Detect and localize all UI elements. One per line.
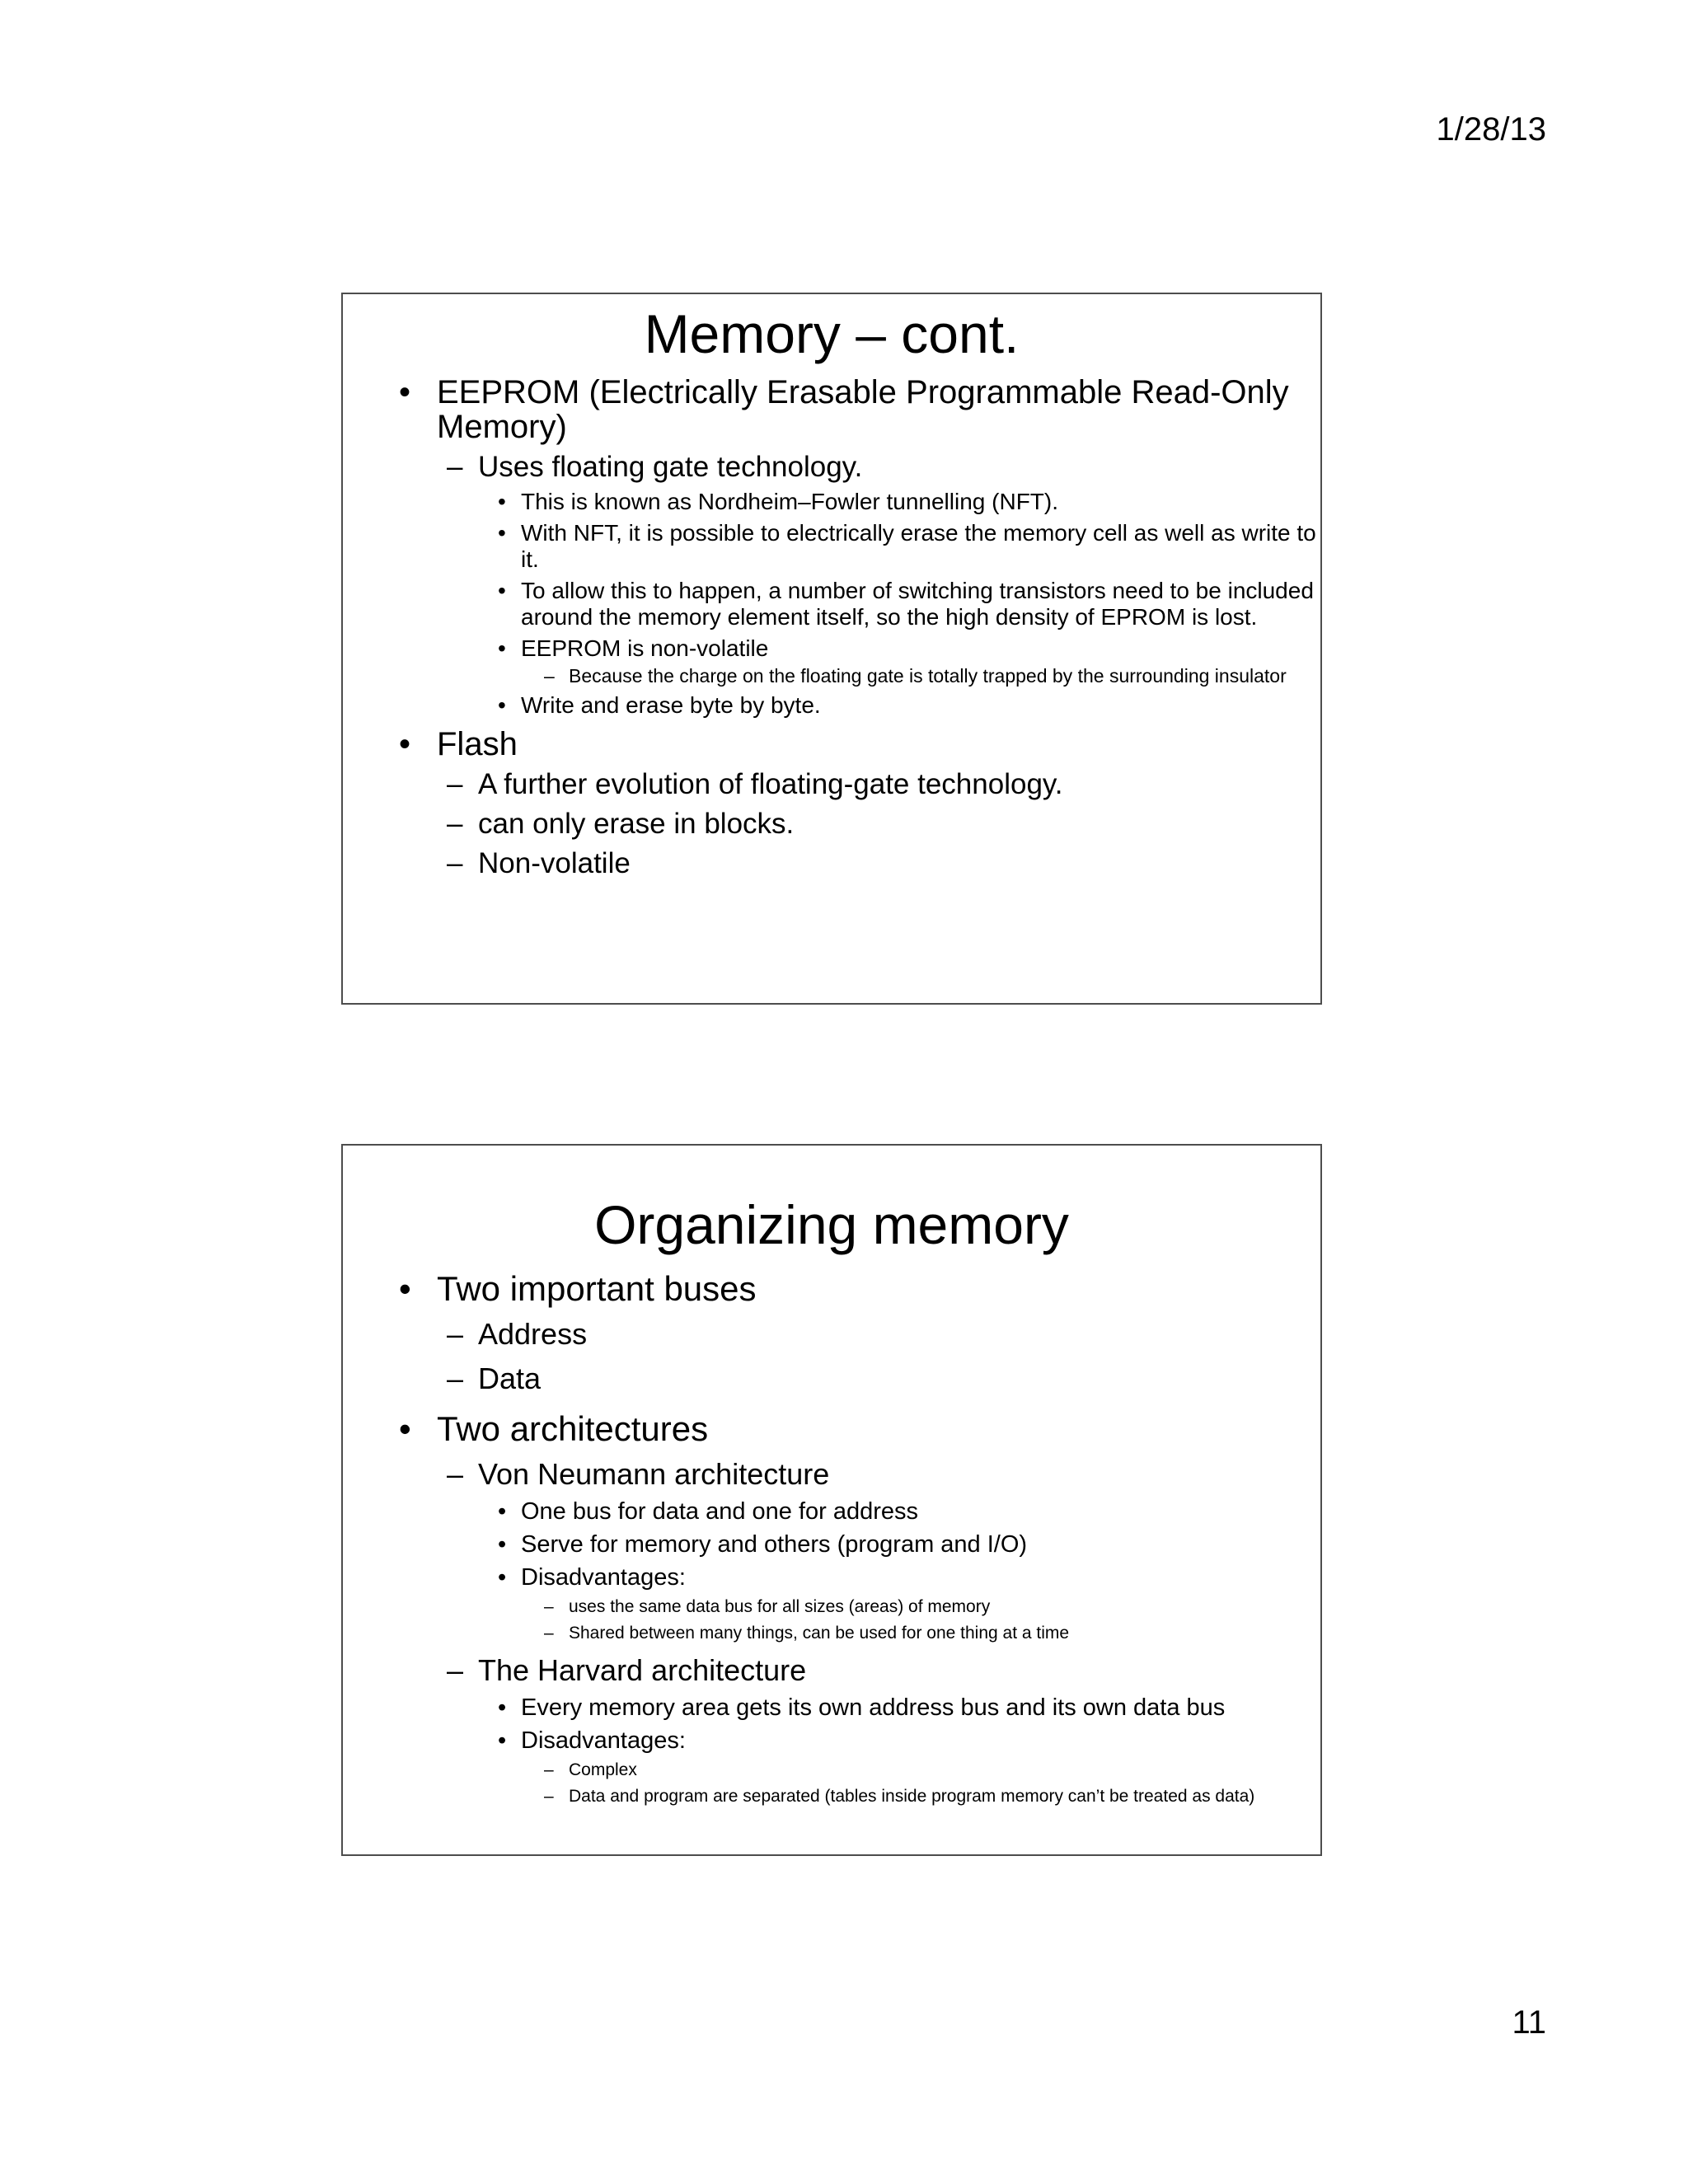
slide-title: Organizing memory xyxy=(594,1194,1069,1255)
page-date: 1/28/13 xyxy=(1436,111,1546,148)
harvard-suffix: architecture xyxy=(651,1653,807,1687)
bullet-nonvolatile: • EEPROM is non-volatile xyxy=(343,635,1320,662)
bullet-vn-serve: • Serve for memory and others (program and I/O) xyxy=(343,1530,1320,1559)
page-number: 11 xyxy=(1512,2004,1546,2041)
bullet-hv-every: • Every memory area gets its own address bus and its own data bus xyxy=(343,1693,1320,1722)
bullet-flash-nonvolatile: – Non-volatile xyxy=(343,847,1320,880)
bullet-vn-dis2: – Shared between many things, can be used for one thing at a time xyxy=(343,1622,1320,1645)
harvard-prefix: The Harvard xyxy=(478,1653,652,1687)
bullet-flash: • Flash xyxy=(343,727,1320,762)
bullet-flash-blocks: – can only erase in blocks. xyxy=(343,808,1320,841)
bullet-with-nft: • With NFT, it is possible to electrically erase the memory cell as well as write to it. xyxy=(343,520,1320,573)
bullet-hv-dis2: – Data and program are separated (tables inside program memory can’t be treated as data) xyxy=(343,1785,1320,1808)
slide-memory-cont xyxy=(341,293,1322,1005)
bullet-nft: • This is known as Nordheim–Fowler tunnelling (NFT). xyxy=(343,489,1320,515)
bullet-data: – Data xyxy=(343,1360,1320,1398)
bullet-hv-disadvantages: • Disadvantages: xyxy=(343,1726,1320,1755)
bullet-buses: • Two important buses xyxy=(343,1269,1320,1309)
bullet-allow: • To allow this to happen, a number of switching transistors need to be included around the memory element itself, so the high density of EPROM is lost. xyxy=(343,578,1320,630)
bullet-hv-dis1: – Complex xyxy=(343,1759,1320,1782)
bullet-eeprom: • EEPROM (Electrically Erasable Programmable Read-Only Memory) xyxy=(343,375,1320,444)
bullet-uses-floating-gate: – Uses floating gate technology. xyxy=(343,451,1320,484)
bullet-write-erase: • Write and erase byte by byte. xyxy=(343,692,1320,719)
slide-title: Memory – cont. xyxy=(644,303,1020,364)
bullet-address: – Address xyxy=(343,1315,1320,1353)
bullet-harvard xyxy=(343,1652,1320,1690)
bullet-architectures: • Two architectures xyxy=(343,1409,1320,1449)
bullet-vn-disadvantages: • Disadvantages: xyxy=(343,1563,1320,1592)
bullet-vn-one-bus: • One bus for data and one for address xyxy=(343,1497,1320,1526)
bullet-vn-dis1: – uses the same data bus for all sizes (areas) of memory xyxy=(343,1596,1320,1619)
bullet-flash-evolution: – A further evolution of floating-gate technology. xyxy=(343,768,1320,801)
bullet-list xyxy=(343,375,1320,880)
slide-organizing-memory xyxy=(341,1144,1322,1856)
bullet-because: – Because the charge on the floating gate is totally trapped by the surrounding insulator xyxy=(343,665,1320,687)
bullet-list xyxy=(343,1269,1320,1808)
bullet-von-neumann: – Von Neumann architecture xyxy=(343,1455,1320,1493)
